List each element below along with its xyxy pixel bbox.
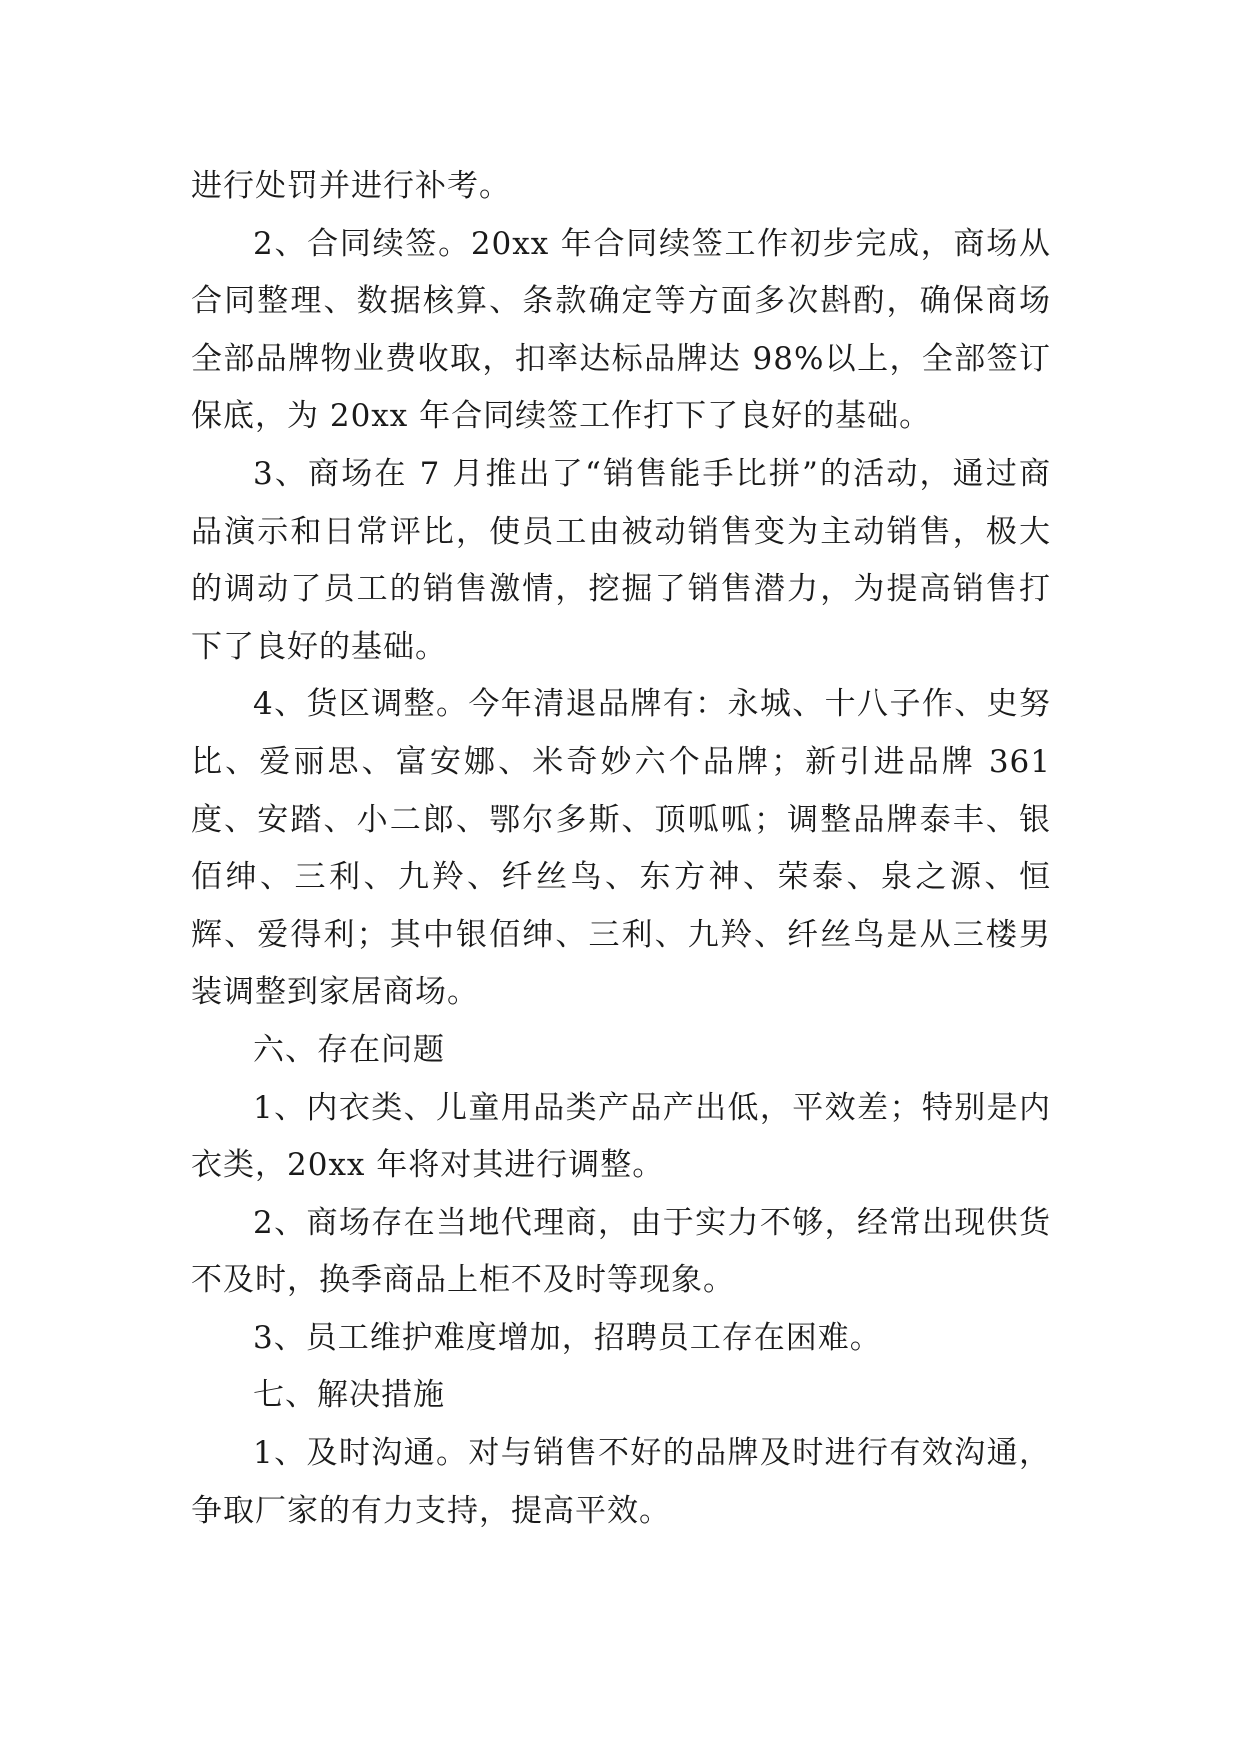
paragraph-solution-1: 1、及时沟通。对与销售不好的品牌及时进行有效沟通，争取厂家的有力支持，提高平效。 [191, 1435, 1051, 1529]
paragraph-sales-competition: 3、商场在 7 月推出了“销售能手比拼”的活动，通过商品演示和日常评比，使员工由被动销售变为主动销售，极大的调动了员工的销售激情，挖掘了销售潜力，为提高销售打下了良好的基础。 [191, 455, 1051, 665]
section-heading-solutions: 七、解决措施 [253, 1377, 445, 1414]
paragraph-problem-1: 1、内衣类、儿童用品类产品产出低，平效差；特别是内衣类，20xx 年将对其进行调整。 [191, 1089, 1051, 1184]
paragraph-contract-renewal: 2、合同续签。20xx 年合同续签工作初步完成，商场从合同整理、数据核算、条款确定等方面多次斟酌，确保商场全部品牌物业费收取，扣率达标品牌达 98%以上，全部签订保底，为 20xx 年合同续签工作打下了良好的基础。 [191, 225, 1051, 435]
paragraph-problem-3: 3、员工维护难度增加，招聘员工存在困难。 [253, 1319, 882, 1356]
document-body [191, 158, 1051, 1540]
section-heading-problems: 六、存在问题 [253, 1031, 445, 1068]
paragraph-area-adjustment: 4、货区调整。今年清退品牌有：永城、十八子作、史努比、爱丽思、富安娜、米奇妙六个品牌；新引进品牌 361 度、安踏、小二郎、鄂尔多斯、顶呱呱；调整品牌泰丰、银佰绅、三利、九羚、纤丝鸟、东方神、荣泰、泉之源、恒辉、爱得利；其中银佰绅、三利、九羚、纤丝鸟是从三楼男装调整到家居商场。 [191, 686, 1051, 1011]
paragraph-penalty-continuation: 进行处罚并进行补考。 [191, 168, 511, 204]
paragraph-problem-2: 2、商场存在当地代理商，由于实力不够，经常出现供货不及时，换季商品上柜不及时等现象。 [191, 1204, 1051, 1299]
